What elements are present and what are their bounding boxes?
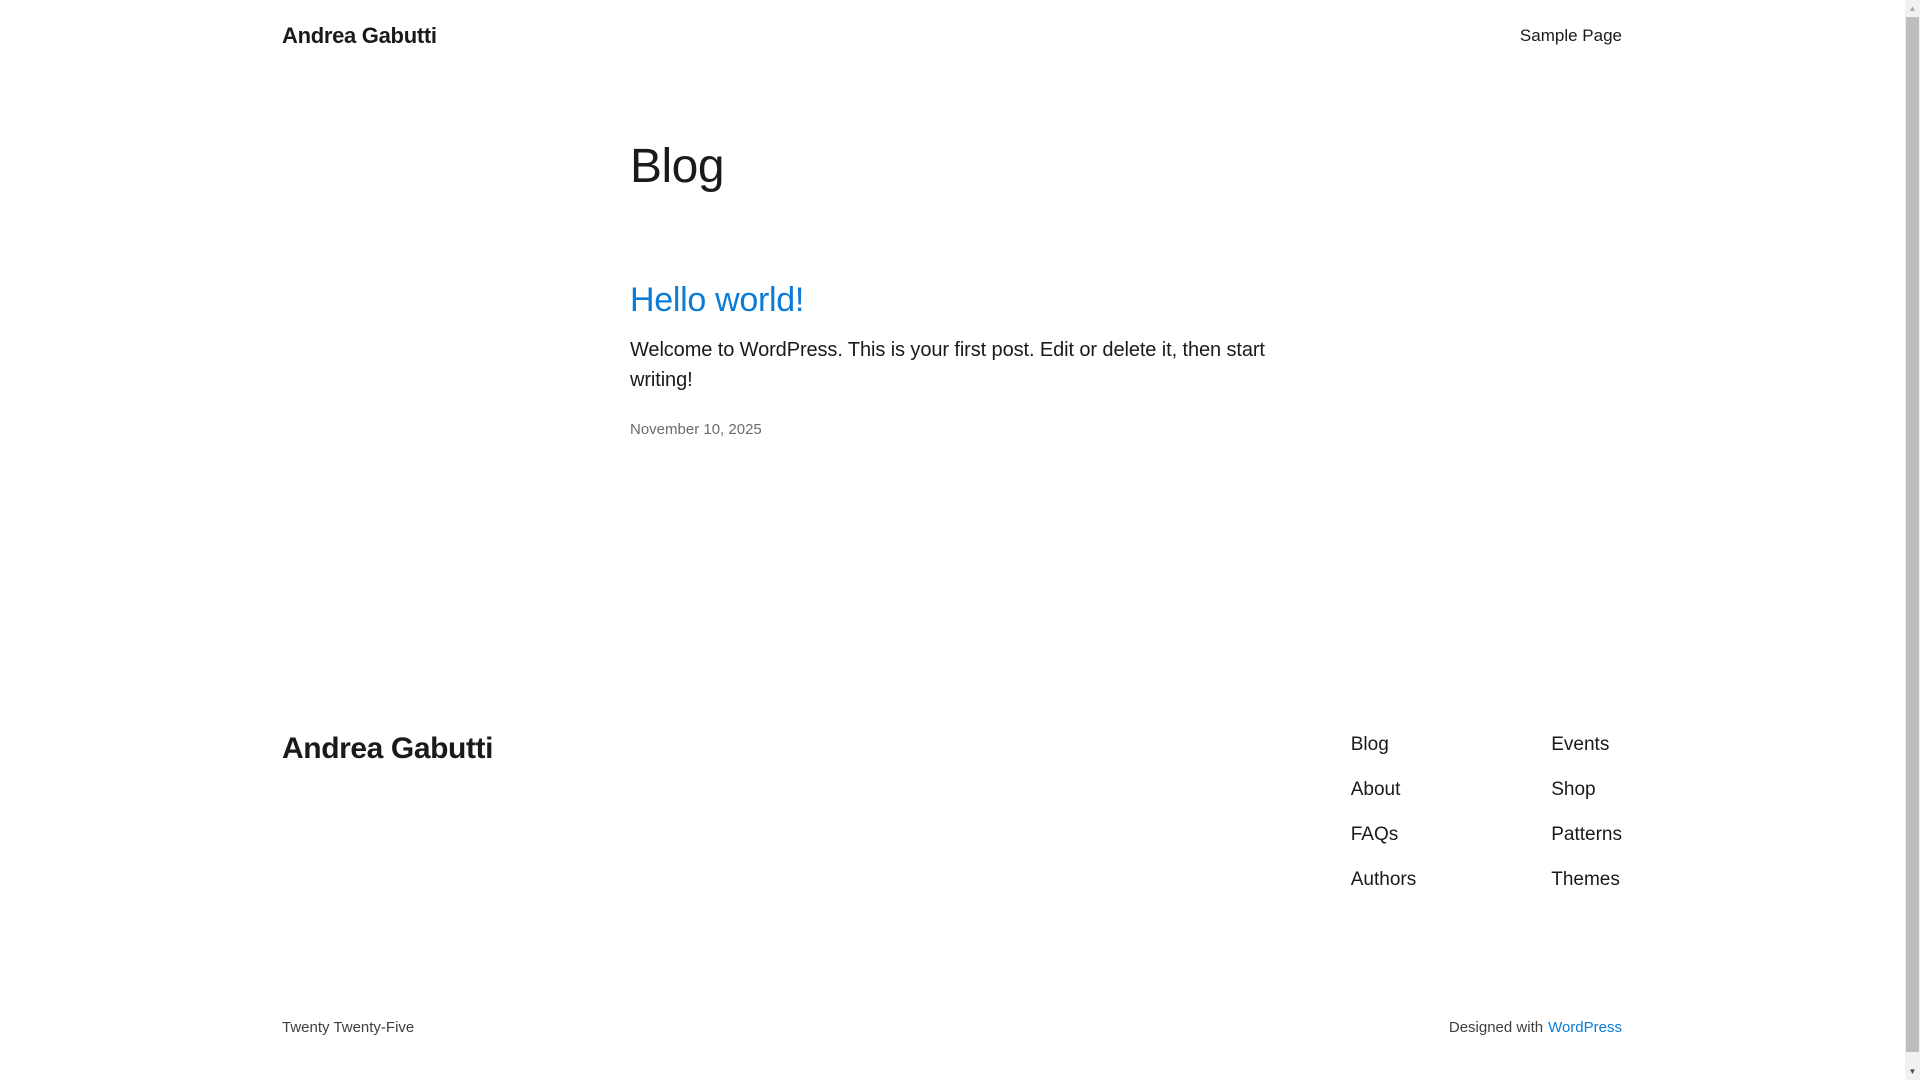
footer-link-blog[interactable]: Blog	[1350, 734, 1389, 755]
site-title-link[interactable]: Andrea Gabutti	[282, 23, 437, 48]
footer-link-themes[interactable]: Themes	[1551, 869, 1620, 890]
footer-link-faqs[interactable]: FAQs	[1350, 824, 1399, 845]
header-nav	[1520, 20, 1622, 51]
credit-prefix: Designed with	[1448, 1019, 1544, 1036]
scroll-down-arrow-icon: ▼	[1908, 1066, 1917, 1076]
footer-link-events[interactable]: Events	[1551, 734, 1610, 755]
footer-nav-column-1	[1351, 733, 1416, 892]
scrollbar-down-button[interactable]	[1905, 1063, 1920, 1080]
footer-link-shop[interactable]: Shop	[1551, 779, 1596, 800]
theme-credit-link[interactable]: Twenty Twenty-Five	[282, 1019, 415, 1036]
nav-link-sample-page[interactable]: Sample Page	[1519, 26, 1622, 45]
footer-link-patterns[interactable]: Patterns	[1551, 824, 1622, 845]
scroll-up-arrow-icon: ▲	[1908, 3, 1917, 13]
page-title: Blog	[630, 140, 725, 193]
designed-with-credit	[1449, 1017, 1622, 1039]
footer-site-title: Andrea Gabutti	[282, 732, 494, 765]
bottom-bar	[282, 1017, 1622, 1039]
site-header	[282, 20, 1622, 51]
scrollbar-thumb[interactable]	[1906, 17, 1919, 1052]
footer-nav-column-2	[1551, 733, 1622, 892]
post-title-link[interactable]: Hello world!	[630, 280, 805, 319]
site-footer	[282, 729, 1622, 892]
post-date: November 10, 2025	[630, 420, 762, 438]
post-title	[630, 278, 1280, 322]
scrollbar-up-button[interactable]	[1905, 0, 1920, 17]
wordpress-credit-link[interactable]: WordPress	[1548, 1019, 1622, 1036]
footer-link-authors[interactable]: Authors	[1350, 869, 1417, 890]
footer-nav	[1351, 733, 1622, 892]
main-content	[630, 138, 1280, 441]
post-list-item	[630, 278, 1280, 442]
scrollbar[interactable]	[1905, 0, 1920, 1080]
footer-link-about[interactable]: About	[1350, 779, 1401, 800]
post-excerpt: Welcome to WordPress. This is your first post. Edit or delete it, then start writing!	[630, 338, 1265, 391]
